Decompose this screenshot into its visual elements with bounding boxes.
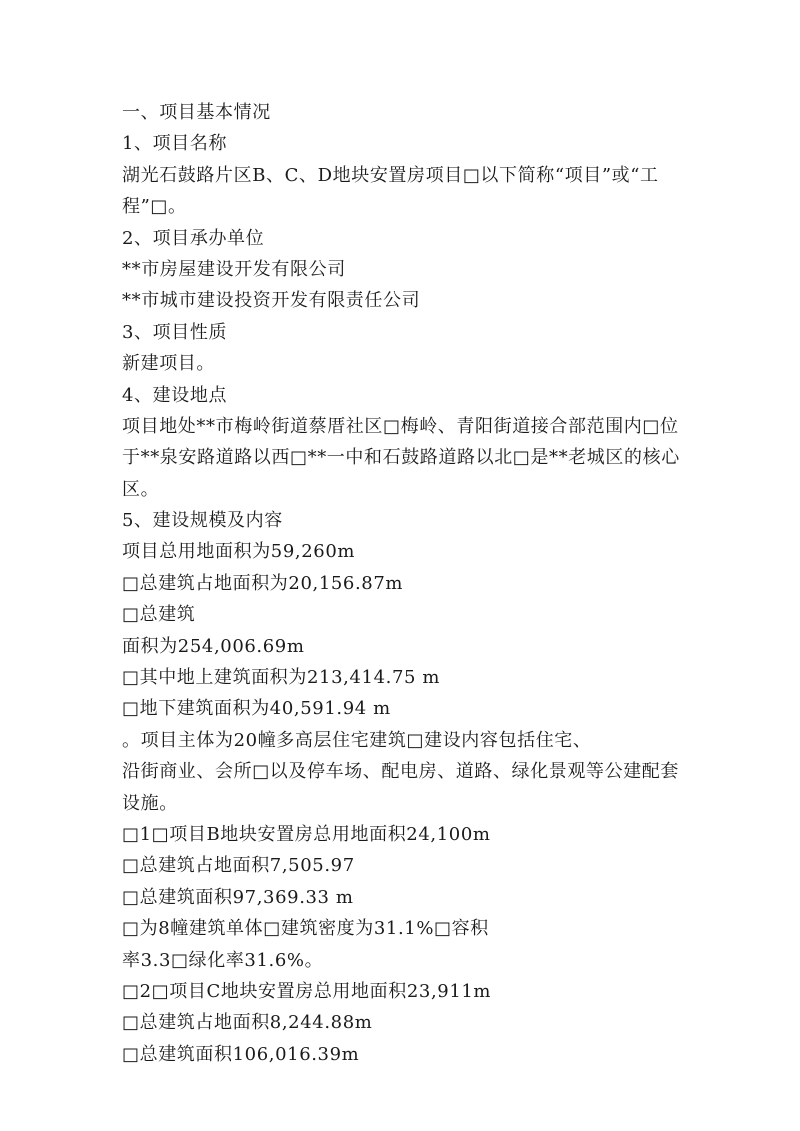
paragraph-line: 项目总用地面积为59,260m: [122, 541, 356, 563]
paragraph-line: 设施。: [122, 792, 178, 814]
paragraph-line: 沿街商业、会所□以及停车场、配电房、道路、绿化景观等公建配套: [122, 761, 680, 783]
paragraph-line: 湖光石鼓路片区B、C、D地块安置房项目□以下简称“项目”或“工: [122, 164, 659, 186]
subheading-project-nature: 3、项目性质: [122, 321, 228, 343]
document-body: [122, 97, 702, 1070]
paragraph-line: □总建筑占地面积8,244.88m: [122, 1012, 373, 1034]
paragraph-line: **市房屋建设开发有限公司: [122, 258, 346, 280]
section-heading: 一、项目基本情况: [122, 102, 271, 123]
paragraph-line: 于**泉安路道路以西□**一中和石鼓路道路以北□是**老城区的核心: [122, 447, 680, 469]
paragraph-line: 区。: [122, 478, 160, 500]
paragraph-line: □总建筑面积106,016.39m: [122, 1043, 360, 1065]
subheading-scale: 5、建设规模及内容: [122, 510, 283, 532]
paragraph-line: 程”□。: [122, 196, 187, 218]
paragraph-line: 新建项目。: [122, 353, 215, 375]
paragraph-line: □1□项目B地块安置房总用地面积24,100m: [122, 823, 491, 845]
paragraph-line: 。项目主体为20幢多高层住宅建筑□建设内容包括住宅、: [122, 729, 592, 751]
subheading-project-name: 1、项目名称: [122, 133, 228, 155]
paragraph-line: □总建筑占地面积为20,156.87m: [122, 572, 404, 594]
paragraph-line: □2□项目C地块安置房总用地面积23,911m: [122, 980, 492, 1002]
paragraph-line: □总建筑: [122, 604, 196, 626]
paragraph-line: □其中地上建筑面积为213,414.75 m: [122, 667, 441, 689]
paragraph-line: □地下建筑面积为40,591.94 m: [122, 698, 391, 720]
paragraph-line: □为8幢建筑单体□建筑密度为31.1%□容积: [122, 918, 489, 940]
paragraph-line: 率3.3□绿化率31.6%。: [122, 949, 324, 971]
paragraph-line: □总建筑占地面积7,505.97: [122, 855, 355, 877]
paragraph-line: □总建筑面积97,369.33 m: [122, 886, 354, 908]
paragraph-line: 项目地处**市梅岭街道蔡厝社区□梅岭、青阳街道接合部范围内□位: [122, 415, 679, 437]
subheading-organizer: 2、项目承办单位: [122, 227, 265, 249]
paragraph-line: **市城市建设投资开发有限责任公司: [122, 290, 421, 312]
subheading-location: 4、建设地点: [122, 384, 228, 406]
paragraph-line: 面积为254,006.69m: [122, 635, 305, 657]
